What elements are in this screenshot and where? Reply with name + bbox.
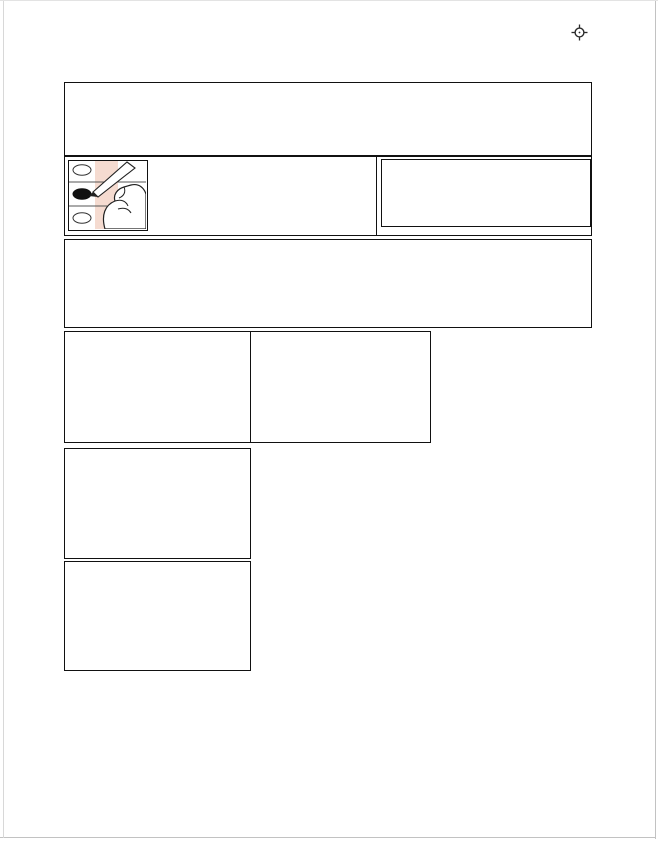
race-box-commissioner-of-insurance xyxy=(64,561,251,671)
warning-box xyxy=(381,159,591,227)
page-edge-left xyxy=(3,0,4,838)
marking-illustration xyxy=(68,160,148,231)
race-box-secretary-of-state xyxy=(64,448,251,559)
page-edge-top xyxy=(0,0,658,1)
crosshair-registration-icon xyxy=(571,24,588,41)
instructions-box xyxy=(64,156,592,236)
race-box-commissioner-of-labor xyxy=(249,331,431,443)
page-edge-right xyxy=(655,0,656,839)
mistake-instructions-box xyxy=(64,239,592,328)
instructions-divider xyxy=(376,157,377,235)
race-box-lieutenant-governor xyxy=(64,331,251,443)
page-edge-bottom xyxy=(0,837,656,838)
hand-marking-oval-icon xyxy=(69,161,146,229)
ballot-header-box xyxy=(64,82,592,156)
